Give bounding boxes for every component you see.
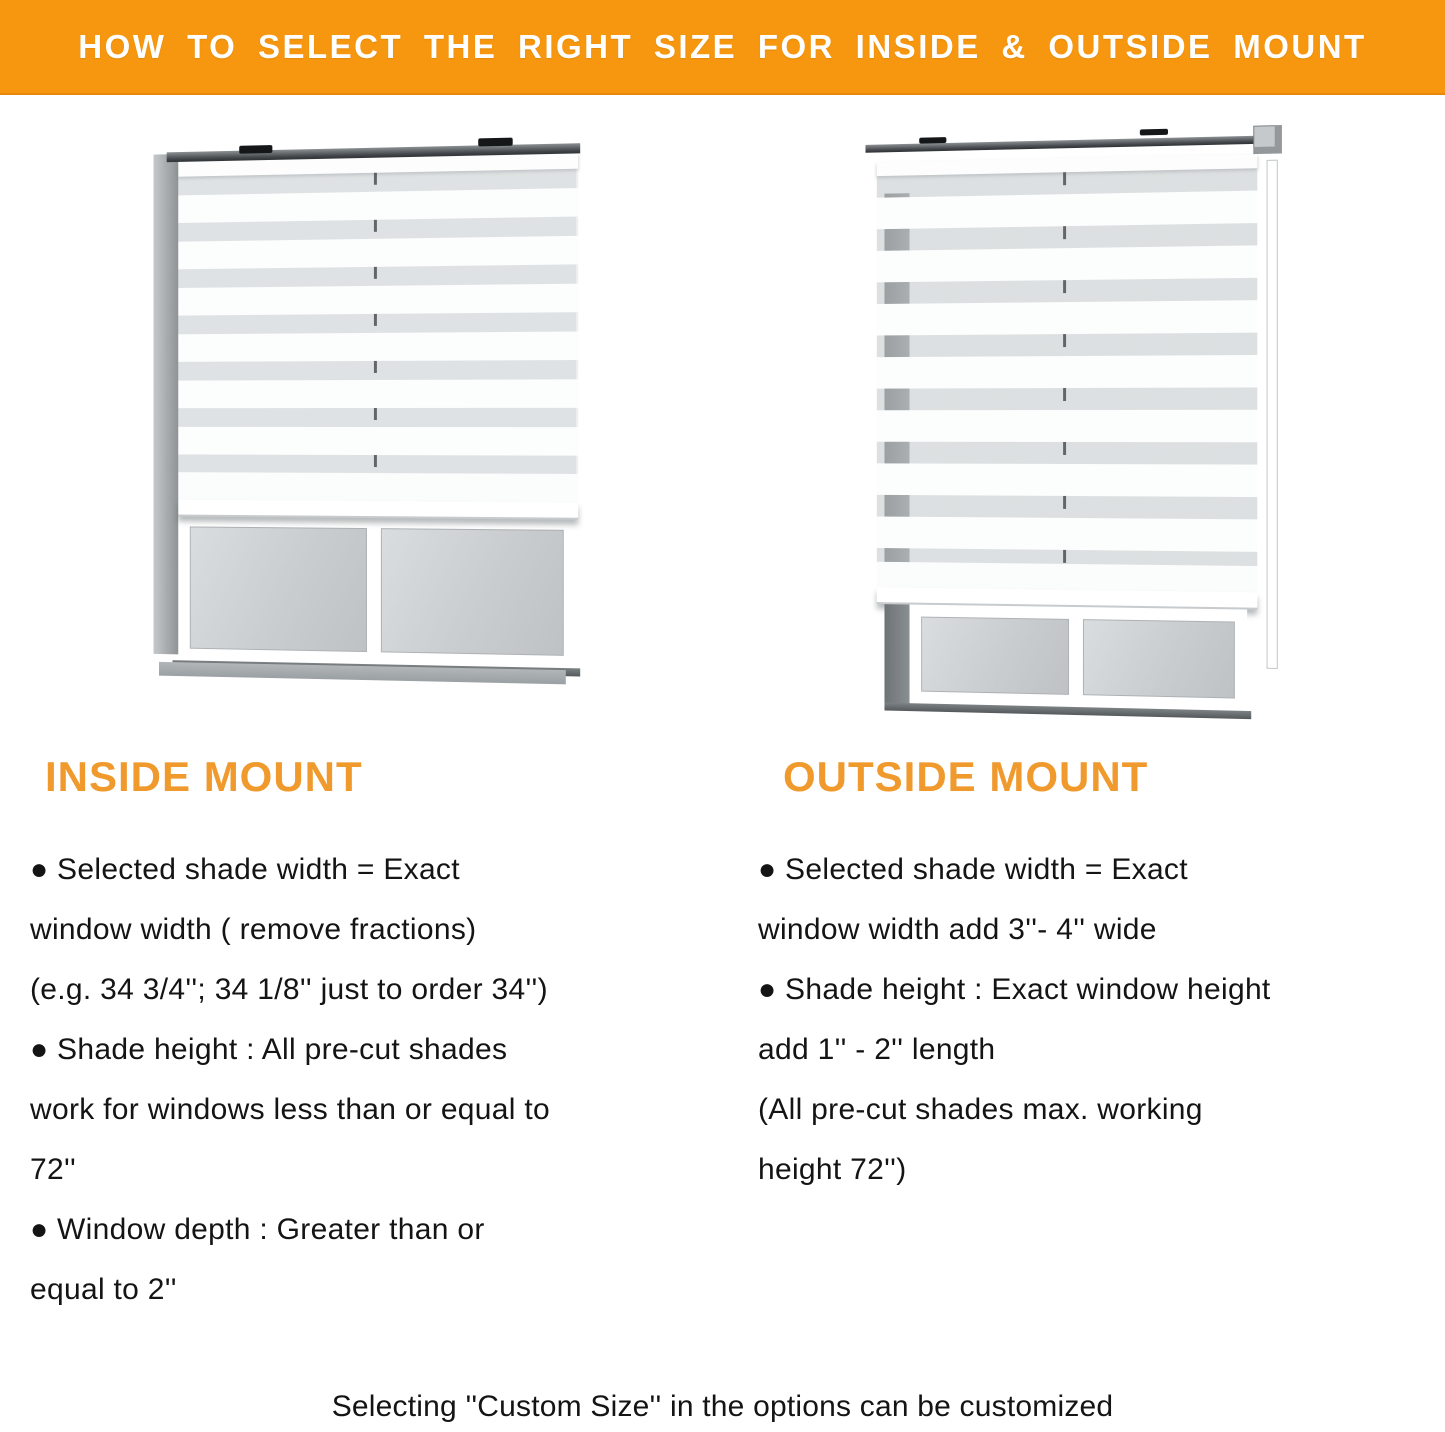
window-glass: [178, 515, 576, 669]
mount-bracket-icon: [1140, 129, 1168, 136]
spec-line: equal to 2'': [30, 1273, 177, 1306]
shade-headrail: [865, 136, 1261, 153]
page-title: HOW TO SELECT THE RIGHT SIZE FOR INSIDE & OUTSIDE MOUNT: [78, 27, 1367, 65]
outside-mount-specs: [758, 840, 1438, 1200]
spec-line: ● Selected shade width = Exact: [758, 853, 1188, 886]
glass-pane: [1083, 619, 1235, 698]
spec-line: height 72''): [758, 1153, 907, 1186]
inside-mount-heading: INSIDE MOUNT: [45, 753, 363, 800]
outside-mount-illustration: [860, 128, 1290, 723]
spec-line: 72'': [30, 1153, 77, 1186]
zebra-shade-stripes: [178, 169, 578, 474]
mount-bracket-icon: [919, 137, 946, 144]
spec-line: window width add 3''- 4'' wide: [758, 913, 1157, 946]
spec-line: ● Shade height : Exact window height: [758, 973, 1271, 1006]
window-glass: [910, 605, 1248, 711]
spec-line: (e.g. 34 3/4''; 34 1/8'' just to order 34''): [30, 973, 548, 1006]
glass-pane: [381, 528, 564, 656]
spec-line: window width ( remove fractions): [30, 913, 477, 946]
spec-line: (All pre-cut shades max. working: [758, 1093, 1203, 1126]
inside-mount-illustration: [148, 138, 578, 698]
spec-line: ● Selected shade width = Exact: [30, 853, 460, 886]
outside-mount-heading: OUTSIDE MOUNT: [783, 753, 1149, 800]
window-frame-lower-jamb: [884, 604, 909, 703]
shade-center-seam: [1063, 172, 1066, 564]
header-banner: [0, 0, 1445, 95]
zebra-shade-stripes: [877, 168, 1258, 566]
spec-line: ● Shade height : All pre-cut shades: [30, 1033, 508, 1066]
mount-bracket-icon: [239, 145, 272, 154]
shade-center-seam: [374, 173, 377, 473]
window-frame-reveal: [153, 154, 180, 654]
spec-line: work for windows less than or equal to: [30, 1093, 550, 1126]
spec-line: ● Window depth : Greater than or: [30, 1213, 485, 1246]
mount-bracket-icon: [478, 138, 512, 147]
shade-lower-panel: [178, 472, 578, 502]
glass-pane: [190, 526, 367, 652]
footer-note: Selecting ''Custom Size'' in the options can be customized: [331, 1390, 1114, 1423]
wall-bracket-block: [1253, 125, 1282, 154]
shade-bottom-bar: [178, 500, 578, 520]
glass-pane: [921, 617, 1069, 695]
spec-line: add 1'' - 2'' length: [758, 1033, 996, 1066]
window-side-frame: [1267, 160, 1278, 669]
inside-mount-specs: [30, 840, 730, 1320]
